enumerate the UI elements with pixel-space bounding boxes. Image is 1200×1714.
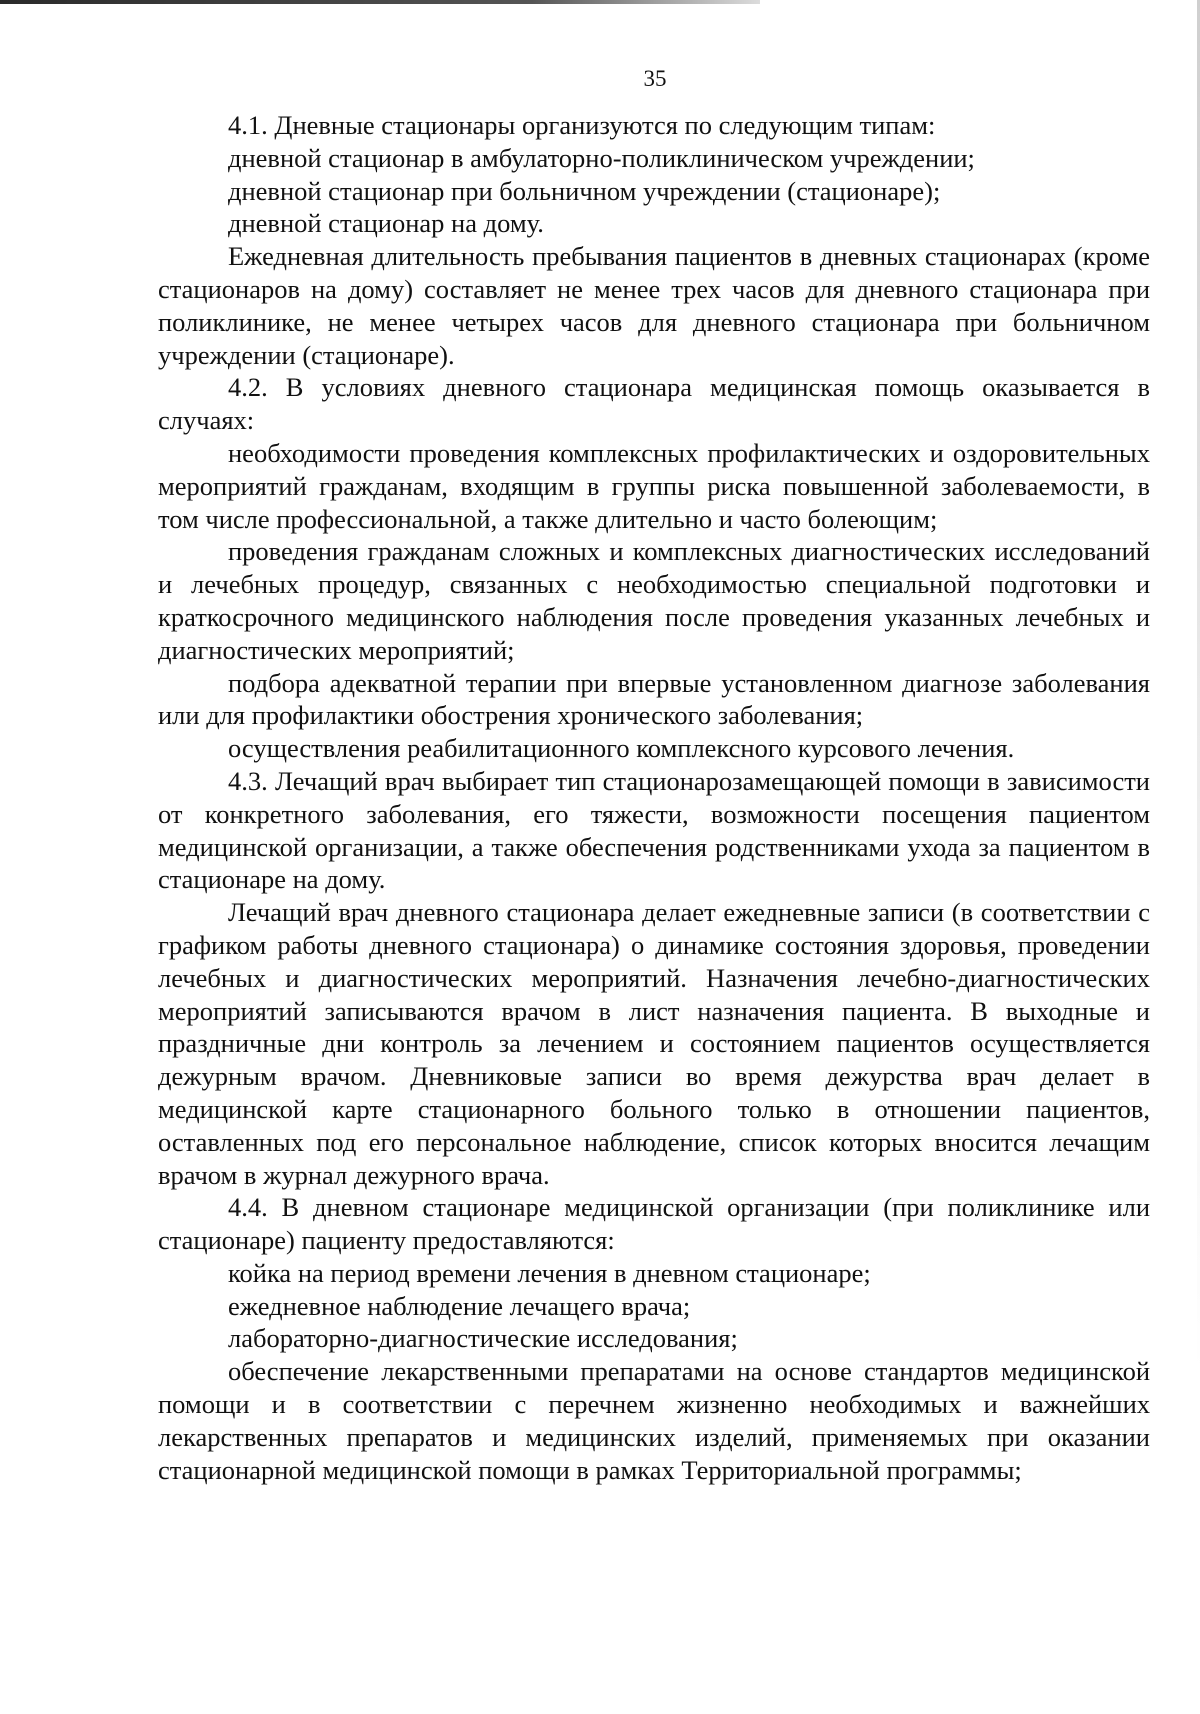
- paragraph-diagnostics: проведения гражданам сложных и комплексных диагностических исследований и лечебных процедур, связанных с необходимостью специальной подготовки и краткосрочного медицинского наблюдения после проведения указанных лечебных и диагностических мероприятий;: [158, 536, 1150, 665]
- paragraph-records: Лечащий врач дневного стационара делает ежедневные записи (в соответствии с графиком работы дневного стационара) о динамике состояния здоровья, проведении лечебных и диагностических мероприятий. Назначения лечебно-диагностических мероприятий записываются врачом в лист назначения пациента. В выходные и праздничные дни контроль за лечением и состоянием пациентов осуществляется дежурным врачом. Дневниковые записи во время дежурства врач делает в медицинской карте стационарного больного только в отношении пациентов, оставленных под его персональное наблюдение, список которых вносится лечащим врачом в журнал дежурного врача.: [158, 897, 1150, 1190]
- scan-edge-top: [0, 0, 760, 4]
- paragraph-therapy: подбора адекватной терапии при впервые установленном диагнозе заболевания или для профилактики обострения хронического заболевания;: [158, 667, 1150, 731]
- document-body: [158, 109, 1150, 1486]
- page-number: 35: [643, 66, 667, 91]
- paragraph-4-3: 4.3. Лечащий врач выбирает тип стационарозамещающей помощи в зависимости от конкретного заболевания, его тяжести, возможности посещения пациентом медицинской организации, а также обеспечения родственниками ухода за пациентом в стационаре на дому.: [158, 765, 1150, 895]
- paragraph-duration: Ежедневная длительность пребывания пациентов в дневных стационарах (кроме стационаров на дому) составляет не менее трех часов для дневного стационара при поликлинике, не менее четырех часов для дневного стационара при больничном учреждении (стационаре).: [158, 241, 1150, 370]
- paragraph-rehabilitation: осуществления реабилитационного комплексного курсового лечения.: [228, 733, 1015, 764]
- list-item-hospital: дневной стационар при больничном учреждении (стационаре);: [228, 175, 941, 206]
- list-item-bed: койка на период времени лечения в дневном стационаре;: [228, 1257, 871, 1288]
- paragraph-4-4: 4.4. В дневном стационаре медицинской организации (при поликлинике или стационаре) пациенту предоставляются:: [158, 1192, 1150, 1256]
- list-item-home: дневной стационар на дому.: [228, 208, 544, 239]
- paragraph-4-2: 4.2. В условиях дневного стационара медицинская помощь оказывается в случаях:: [158, 372, 1150, 436]
- paragraph-medications: обеспечение лекарственными препаратами на основе стандартов медицинской помощи и в соответствии с перечнем жизненно необходимых и важнейших лекарственных препаратов и медицинских изделий, применяемых при оказании стационарной медицинской помощи в рамках Территориальной программы;: [158, 1356, 1150, 1485]
- list-item-observation: ежедневное наблюдение лечащего врача;: [228, 1290, 691, 1321]
- paragraph-prevention: необходимости проведения комплексных профилактических и оздоровительных мероприятий гражданам, входящим в группы риска повышенной заболеваемости, в том числе профессиональной, а также длительно и часто болеющим;: [158, 437, 1150, 534]
- paragraph-4-1-heading: 4.1. Дневные стационары организуются по следующим типам:: [228, 110, 936, 140]
- list-item-lab: лабораторно-диагностические исследования;: [228, 1323, 738, 1354]
- list-item-ambulatory: дневной стационар в амбулаторно-поликлиническом учреждении;: [228, 142, 975, 173]
